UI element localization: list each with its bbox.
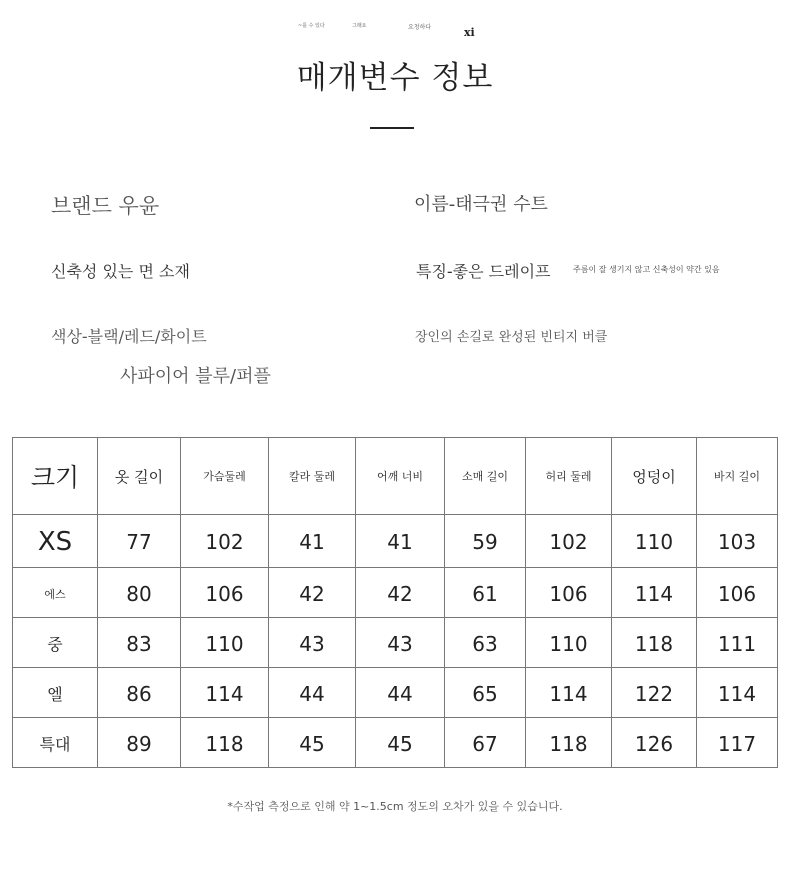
cell-chest: 102 [181, 515, 269, 568]
cell-top-length: 83 [98, 618, 181, 668]
cell-chest: 114 [181, 668, 269, 718]
feature-note-text: 주름이 잘 생기지 않고 신축성이 약간 있음 [573, 265, 720, 274]
cell-hip: 126 [612, 718, 697, 768]
cell-chest: 110 [181, 618, 269, 668]
cell-shoulder: 42 [356, 568, 445, 618]
header-pants-length: 바지 길이 [697, 438, 778, 515]
cell-shoulder: 43 [356, 618, 445, 668]
cell-hip: 110 [612, 515, 697, 568]
colors-text: 색상-블랙/레드/화이트 [51, 327, 207, 346]
measurement-footnote: *수작업 측정으로 인해 약 1~1.5cm 정도의 오차가 있을 수 있습니다. [227, 800, 563, 813]
cell-top-length: 80 [98, 568, 181, 618]
header-size: 크기 [13, 438, 98, 515]
cell-pants-length: 117 [697, 718, 778, 768]
row-size-label: 엘 [13, 668, 98, 718]
cell-collar: 45 [269, 718, 356, 768]
cell-collar: 44 [269, 668, 356, 718]
header-collar: 칼라 둘레 [269, 438, 356, 515]
cell-collar: 43 [269, 618, 356, 668]
header-waist: 허리 둘레 [526, 438, 612, 515]
cell-sleeve: 59 [445, 515, 526, 568]
cell-top-length: 89 [98, 718, 181, 768]
button-text: 장인의 손길로 완성된 빈티지 버클 [415, 330, 608, 345]
cell-sleeve: 65 [445, 668, 526, 718]
cell-sleeve: 61 [445, 568, 526, 618]
top-links [0, 22, 790, 38]
colors-more-text: 사파이어 블루/퍼플 [120, 366, 271, 387]
header-chest: 가슴둘레 [181, 438, 269, 515]
cell-shoulder: 41 [356, 515, 445, 568]
cell-hip: 118 [612, 618, 697, 668]
cell-hip: 114 [612, 568, 697, 618]
row-size-label: 중 [13, 618, 98, 668]
header-hip: 엉덩이 [612, 438, 697, 515]
cell-waist: 118 [526, 718, 612, 768]
cell-pants-length: 114 [697, 668, 778, 718]
cell-chest: 106 [181, 568, 269, 618]
feature-text: 특징-좋은 드레이프 [416, 262, 551, 281]
cell-pants-length: 106 [697, 568, 778, 618]
cell-pants-length: 111 [697, 618, 778, 668]
header-top-length: 옷 길이 [98, 438, 181, 515]
table-row [13, 618, 778, 668]
size-table [12, 437, 778, 768]
row-size-label: XS [13, 515, 98, 568]
table-row [13, 668, 778, 718]
cell-collar: 42 [269, 568, 356, 618]
cell-top-length: 86 [98, 668, 181, 718]
page-title: 매개변수 정보 [296, 60, 494, 96]
product-name-text: 이름-태극권 수트 [414, 194, 548, 215]
top-link-2[interactable]: 그래요 [352, 23, 367, 29]
cell-waist: 102 [526, 515, 612, 568]
row-size-label: 특대 [13, 718, 98, 768]
header-shoulder: 어깨 너비 [356, 438, 445, 515]
table-header-row [13, 438, 778, 515]
cell-waist: 106 [526, 568, 612, 618]
cell-waist: 110 [526, 618, 612, 668]
top-link-1[interactable]: ~를 수 있다 [298, 23, 325, 29]
row-size-label: 에스 [13, 568, 98, 618]
table-row [13, 515, 778, 568]
cell-sleeve: 63 [445, 618, 526, 668]
cell-top-length: 77 [98, 515, 181, 568]
brand-text: 브랜드 우윤 [51, 194, 160, 218]
title-divider [370, 127, 414, 129]
cell-sleeve: 67 [445, 718, 526, 768]
cell-hip: 122 [612, 668, 697, 718]
cell-waist: 114 [526, 668, 612, 718]
material-text: 신축성 있는 면 소재 [51, 262, 190, 281]
cell-shoulder: 44 [356, 668, 445, 718]
top-link-4[interactable]: xi [464, 26, 475, 39]
cell-chest: 118 [181, 718, 269, 768]
cell-collar: 41 [269, 515, 356, 568]
header-sleeve: 소매 길이 [445, 438, 526, 515]
table-row [13, 718, 778, 768]
table-row [13, 568, 778, 618]
cell-pants-length: 103 [697, 515, 778, 568]
cell-shoulder: 45 [356, 718, 445, 768]
top-link-3[interactable]: 요청하다 [408, 24, 432, 31]
